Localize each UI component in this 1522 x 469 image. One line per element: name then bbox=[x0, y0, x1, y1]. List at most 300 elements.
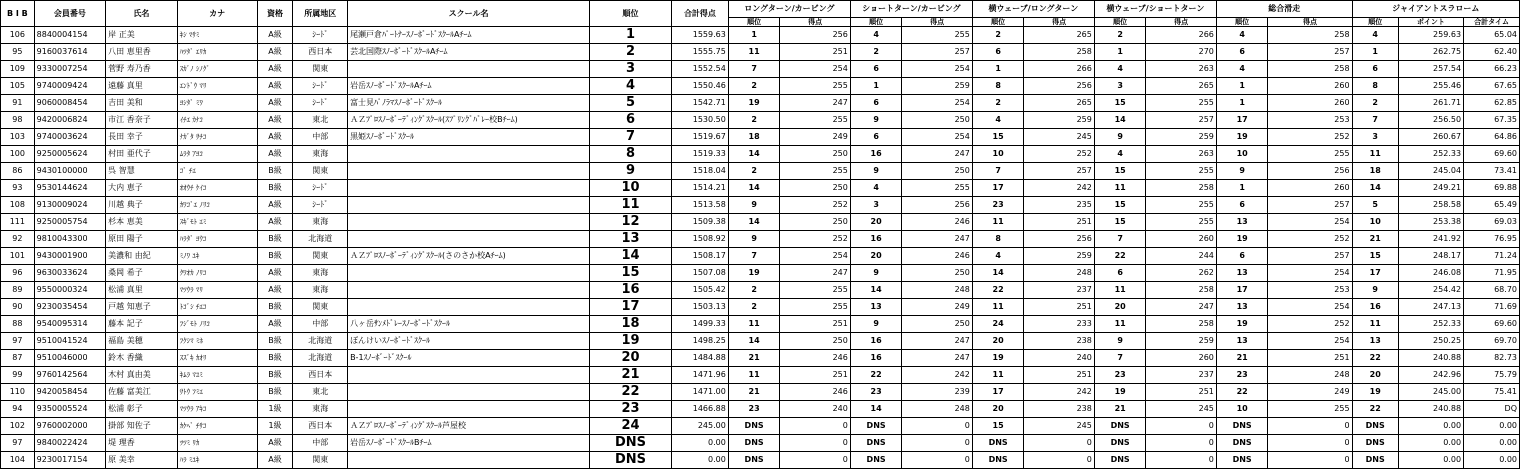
cell-sw-rank: 7 bbox=[1094, 350, 1146, 367]
cell-gs-rank: 17 bbox=[1352, 265, 1398, 282]
cell-gs-point: 257.54 bbox=[1398, 61, 1463, 78]
cell-sw-score: 262 bbox=[1146, 265, 1216, 282]
cell-member-number: 9420058454 bbox=[34, 384, 106, 401]
cell-st-score: 259 bbox=[902, 78, 972, 95]
cell-kana: ﾑﾗﾀ ｱﾖｺ bbox=[177, 146, 257, 163]
cell-qualification: 1級 bbox=[257, 418, 293, 435]
cell-lt-rank: 2 bbox=[728, 112, 780, 129]
cell-rank: 11 bbox=[590, 197, 672, 214]
cell-school: B-1ｽﾉｰﾎﾞｰﾄﾞｽｸｰﾙ bbox=[348, 350, 590, 367]
cell-bib: 109 bbox=[1, 61, 35, 78]
cell-sw-rank: 11 bbox=[1094, 282, 1146, 299]
cell-st-score: 242 bbox=[902, 367, 972, 384]
cell-sw-score: 259 bbox=[1146, 333, 1216, 350]
cell-sw-score: 266 bbox=[1146, 27, 1216, 44]
cell-gs-time: 0.00 bbox=[1464, 452, 1520, 469]
cell-name: 原 美幸 bbox=[106, 452, 178, 469]
cell-st-rank: 14 bbox=[850, 401, 902, 418]
cell-lt-score: 249 bbox=[780, 129, 850, 146]
cell-st-score: 248 bbox=[902, 282, 972, 299]
cell-total-score: 1519.33 bbox=[672, 146, 729, 163]
cell-gs-rank: 1 bbox=[1352, 44, 1398, 61]
cell-member-number: 9230017154 bbox=[34, 452, 106, 469]
cell-gs-point: 250.25 bbox=[1398, 333, 1463, 350]
cell-member-number: 9060008454 bbox=[34, 95, 106, 112]
cell-ov-score: 258 bbox=[1268, 61, 1352, 78]
header-region: 所属地区 bbox=[293, 1, 348, 27]
cell-gs-point: 242.96 bbox=[1398, 367, 1463, 384]
cell-ov-score: 252 bbox=[1268, 316, 1352, 333]
cell-rank: DNS bbox=[590, 435, 672, 452]
header-name: 氏名 bbox=[106, 1, 178, 27]
cell-sw-rank: DNS bbox=[1094, 418, 1146, 435]
cell-school bbox=[348, 452, 590, 469]
cell-member-number: 8840004154 bbox=[34, 27, 106, 44]
cell-st-score: 246 bbox=[902, 214, 972, 231]
cell-rank: 14 bbox=[590, 248, 672, 265]
cell-sw-score: 255 bbox=[1146, 214, 1216, 231]
cell-region: 関東 bbox=[293, 299, 348, 316]
cell-ov-rank: 13 bbox=[1216, 214, 1268, 231]
cell-lw-rank: 14 bbox=[972, 265, 1024, 282]
cell-name: 岸 正美 bbox=[106, 27, 178, 44]
table-row bbox=[1, 44, 1520, 61]
cell-kana: ｲﾁｴ ｶﾅｺ bbox=[177, 112, 257, 129]
cell-rank: 5 bbox=[590, 95, 672, 112]
cell-lw-rank: 4 bbox=[972, 248, 1024, 265]
cell-st-rank: 16 bbox=[850, 231, 902, 248]
cell-school: 岩岳ｽﾉｰﾎﾞｰﾄﾞｽｸｰﾙBﾁｰﾑ bbox=[348, 435, 590, 452]
cell-lw-score: 258 bbox=[1024, 44, 1094, 61]
cell-lt-rank: 19 bbox=[728, 95, 780, 112]
cell-qualification: A級 bbox=[257, 95, 293, 112]
cell-lt-score: 250 bbox=[780, 214, 850, 231]
cell-lt-rank: 18 bbox=[728, 129, 780, 146]
cell-st-score: 0 bbox=[902, 452, 972, 469]
table-row bbox=[1, 180, 1520, 197]
table-row bbox=[1, 384, 1520, 401]
cell-bib: 101 bbox=[1, 248, 35, 265]
cell-sw-score: 258 bbox=[1146, 180, 1216, 197]
cell-gs-time: DQ bbox=[1464, 401, 1520, 418]
cell-st-rank: DNS bbox=[850, 418, 902, 435]
cell-name: 佐藤 富美江 bbox=[106, 384, 178, 401]
cell-ov-score: 257 bbox=[1268, 197, 1352, 214]
cell-rank: 7 bbox=[590, 129, 672, 146]
cell-region: 西日本 bbox=[293, 367, 348, 384]
cell-lt-score: 252 bbox=[780, 197, 850, 214]
cell-lw-score: 233 bbox=[1024, 316, 1094, 333]
table-row bbox=[1, 452, 1520, 469]
cell-lw-score: 251 bbox=[1024, 299, 1094, 316]
cell-gs-rank: 8 bbox=[1352, 78, 1398, 95]
cell-lt-rank: 2 bbox=[728, 299, 780, 316]
cell-rank: 3 bbox=[590, 61, 672, 78]
cell-ov-rank: 1 bbox=[1216, 78, 1268, 95]
cell-member-number: 9430001900 bbox=[34, 248, 106, 265]
cell-bib: 97 bbox=[1, 435, 35, 452]
cell-gs-rank: DNS bbox=[1352, 452, 1398, 469]
cell-member-number: 9130009024 bbox=[34, 197, 106, 214]
table-body bbox=[1, 27, 1520, 469]
cell-sw-score: 247 bbox=[1146, 299, 1216, 316]
cell-ov-score: 257 bbox=[1268, 248, 1352, 265]
cell-region: 東海 bbox=[293, 214, 348, 231]
cell-qualification: A級 bbox=[257, 452, 293, 469]
cell-total-score: 1542.71 bbox=[672, 95, 729, 112]
cell-name: 戸越 知恵子 bbox=[106, 299, 178, 316]
cell-sw-score: 0 bbox=[1146, 418, 1216, 435]
cell-sw-rank: 7 bbox=[1094, 231, 1146, 248]
cell-gs-rank: 19 bbox=[1352, 384, 1398, 401]
cell-gs-time: 68.70 bbox=[1464, 282, 1520, 299]
cell-lt-score: 250 bbox=[780, 180, 850, 197]
cell-rank: 9 bbox=[590, 163, 672, 180]
cell-ov-rank: 23 bbox=[1216, 367, 1268, 384]
cell-bib: 111 bbox=[1, 214, 35, 231]
cell-name: 松浦 真里 bbox=[106, 282, 178, 299]
cell-gs-time: 75.79 bbox=[1464, 367, 1520, 384]
cell-gs-rank: 22 bbox=[1352, 401, 1398, 418]
cell-qualification: A級 bbox=[257, 112, 293, 129]
cell-sw-score: 260 bbox=[1146, 231, 1216, 248]
cell-ov-rank: 9 bbox=[1216, 163, 1268, 180]
cell-sw-score: 263 bbox=[1146, 146, 1216, 163]
cell-gs-point: 246.08 bbox=[1398, 265, 1463, 282]
cell-sw-score: 265 bbox=[1146, 78, 1216, 95]
cell-total-score: 1552.54 bbox=[672, 61, 729, 78]
cell-total-score: 1471.96 bbox=[672, 367, 729, 384]
cell-lw-score: 265 bbox=[1024, 27, 1094, 44]
cell-ov-score: 254 bbox=[1268, 214, 1352, 231]
cell-name: 原田 陽子 bbox=[106, 231, 178, 248]
cell-ov-score: 254 bbox=[1268, 299, 1352, 316]
cell-qualification: B級 bbox=[257, 299, 293, 316]
cell-lw-rank: 19 bbox=[972, 350, 1024, 367]
cell-rank: 17 bbox=[590, 299, 672, 316]
cell-gs-point: 249.21 bbox=[1398, 180, 1463, 197]
cell-lt-rank: 14 bbox=[728, 333, 780, 350]
cell-gs-time: 62.85 bbox=[1464, 95, 1520, 112]
cell-lt-score: 250 bbox=[780, 333, 850, 350]
cell-name: 長田 幸子 bbox=[106, 129, 178, 146]
cell-bib: 87 bbox=[1, 350, 35, 367]
cell-bib: 106 bbox=[1, 27, 35, 44]
cell-gs-point: 252.33 bbox=[1398, 146, 1463, 163]
cell-gs-point: 0.00 bbox=[1398, 418, 1463, 435]
cell-qualification: A級 bbox=[257, 27, 293, 44]
cell-sw-score: 0 bbox=[1146, 452, 1216, 469]
cell-region: ｼｰﾄﾞ bbox=[293, 95, 348, 112]
cell-gs-time: 65.04 bbox=[1464, 27, 1520, 44]
cell-st-score: 247 bbox=[902, 333, 972, 350]
cell-member-number: 9840022424 bbox=[34, 435, 106, 452]
cell-qualification: A級 bbox=[257, 282, 293, 299]
cell-lw-rank: 20 bbox=[972, 333, 1024, 350]
cell-bib: 88 bbox=[1, 316, 35, 333]
cell-bib: 104 bbox=[1, 452, 35, 469]
cell-gs-point: 259.63 bbox=[1398, 27, 1463, 44]
cell-sw-rank: 3 bbox=[1094, 78, 1146, 95]
cell-gs-point: 261.71 bbox=[1398, 95, 1463, 112]
cell-lw-rank: 6 bbox=[972, 44, 1024, 61]
cell-qualification: B級 bbox=[257, 231, 293, 248]
cell-gs-rank: 11 bbox=[1352, 316, 1398, 333]
header-rank: 順位 bbox=[590, 1, 672, 27]
cell-rank: 6 bbox=[590, 112, 672, 129]
cell-gs-rank: 11 bbox=[1352, 146, 1398, 163]
cell-bib: 99 bbox=[1, 367, 35, 384]
cell-kana: ｷｼ ﾏｻﾐ bbox=[177, 27, 257, 44]
cell-total-score: 1518.04 bbox=[672, 163, 729, 180]
cell-st-score: 250 bbox=[902, 316, 972, 333]
cell-bib: 110 bbox=[1, 384, 35, 401]
cell-bib: 98 bbox=[1, 112, 35, 129]
cell-gs-rank: 7 bbox=[1352, 112, 1398, 129]
cell-lt-rank: 14 bbox=[728, 146, 780, 163]
cell-kana: ｽｽﾞｷ ｶｵﾘ bbox=[177, 350, 257, 367]
cell-qualification: A級 bbox=[257, 44, 293, 61]
cell-sw-rank: 11 bbox=[1094, 316, 1146, 333]
cell-rank: DNS bbox=[590, 452, 672, 469]
cell-total-score: 1498.25 bbox=[672, 333, 729, 350]
cell-lw-rank: 11 bbox=[972, 367, 1024, 384]
cell-name: 市江 香奈子 bbox=[106, 112, 178, 129]
cell-school bbox=[348, 384, 590, 401]
cell-ov-score: 260 bbox=[1268, 180, 1352, 197]
cell-ov-score: 252 bbox=[1268, 129, 1352, 146]
cell-sw-score: 255 bbox=[1146, 163, 1216, 180]
cell-name: 呉 智慧 bbox=[106, 163, 178, 180]
cell-name: 藤本 記子 bbox=[106, 316, 178, 333]
cell-gs-time: 66.23 bbox=[1464, 61, 1520, 78]
cell-ov-rank: 10 bbox=[1216, 146, 1268, 163]
cell-ov-rank: 19 bbox=[1216, 316, 1268, 333]
cell-qualification: B級 bbox=[257, 333, 293, 350]
cell-kana: ﾂﾂﾐ ﾘｶ bbox=[177, 435, 257, 452]
cell-gs-point: 241.92 bbox=[1398, 231, 1463, 248]
cell-ov-rank: 4 bbox=[1216, 61, 1268, 78]
sub-rank: 順位 bbox=[1094, 18, 1146, 27]
cell-ov-rank: 1 bbox=[1216, 180, 1268, 197]
cell-ov-score: 251 bbox=[1268, 350, 1352, 367]
cell-total-score: 1509.38 bbox=[672, 214, 729, 231]
cell-lw-score: 265 bbox=[1024, 95, 1094, 112]
cell-kana: ﾌｸｼﾏ ﾐﾎ bbox=[177, 333, 257, 350]
cell-kana: ﾏﾂｳﾗ ﾏﾘ bbox=[177, 282, 257, 299]
cell-total-score: 1550.46 bbox=[672, 78, 729, 95]
cell-member-number: 9250005624 bbox=[34, 146, 106, 163]
cell-member-number: 9250005754 bbox=[34, 214, 106, 231]
table-row bbox=[1, 418, 1520, 435]
sub-rank: 順位 bbox=[728, 18, 780, 27]
cell-lt-score: 251 bbox=[780, 316, 850, 333]
cell-lt-score: 255 bbox=[780, 282, 850, 299]
cell-name: 八田 恵里香 bbox=[106, 44, 178, 61]
cell-qualification: A級 bbox=[257, 146, 293, 163]
cell-ov-rank: 22 bbox=[1216, 384, 1268, 401]
cell-kana: ｴﾝﾄﾞｳ ﾏﾘ bbox=[177, 78, 257, 95]
cell-total-score: 1503.13 bbox=[672, 299, 729, 316]
cell-region: 東海 bbox=[293, 401, 348, 418]
cell-school bbox=[348, 282, 590, 299]
cell-lw-rank: DNS bbox=[972, 435, 1024, 452]
cell-lt-rank: 1 bbox=[728, 27, 780, 44]
cell-st-rank: 14 bbox=[850, 282, 902, 299]
cell-lw-rank: 22 bbox=[972, 282, 1024, 299]
cell-region: 北海道 bbox=[293, 231, 348, 248]
cell-school bbox=[348, 231, 590, 248]
cell-st-score: 0 bbox=[902, 418, 972, 435]
cell-school: ＡＺﾌﾟﾛｽﾉｰﾎﾞｰﾃﾞｨﾝｸﾞｽｸｰﾙ(さのさか校Aﾁｰﾑ) bbox=[348, 248, 590, 265]
cell-ov-rank: 21 bbox=[1216, 350, 1268, 367]
cell-gs-rank: 15 bbox=[1352, 248, 1398, 265]
cell-gs-rank: 22 bbox=[1352, 350, 1398, 367]
sub-score: 得点 bbox=[1024, 18, 1094, 27]
sub-gs-time: 合計タイム bbox=[1464, 18, 1520, 27]
cell-member-number: 9160037614 bbox=[34, 44, 106, 61]
cell-st-score: 247 bbox=[902, 146, 972, 163]
cell-lw-rank: 2 bbox=[972, 27, 1024, 44]
cell-gs-rank: 3 bbox=[1352, 129, 1398, 146]
cell-gs-time: 73.41 bbox=[1464, 163, 1520, 180]
cell-ov-score: 253 bbox=[1268, 282, 1352, 299]
cell-st-rank: 3 bbox=[850, 197, 902, 214]
cell-lw-score: 259 bbox=[1024, 248, 1094, 265]
cell-school bbox=[348, 146, 590, 163]
cell-region: 東海 bbox=[293, 146, 348, 163]
cell-gs-point: 258.58 bbox=[1398, 197, 1463, 214]
cell-ov-rank: 17 bbox=[1216, 112, 1268, 129]
cell-region: 西日本 bbox=[293, 418, 348, 435]
cell-kana: ﾊﾗﾀﾞ ﾖｳｺ bbox=[177, 231, 257, 248]
cell-region: ｼｰﾄﾞ bbox=[293, 180, 348, 197]
cell-lw-score: 248 bbox=[1024, 265, 1094, 282]
sub-rank: 順位 bbox=[850, 18, 902, 27]
cell-sw-score: 257 bbox=[1146, 112, 1216, 129]
cell-st-score: 248 bbox=[902, 401, 972, 418]
cell-lt-score: 255 bbox=[780, 112, 850, 129]
cell-sw-rank: 23 bbox=[1094, 367, 1146, 384]
cell-lw-rank: 1 bbox=[972, 61, 1024, 78]
cell-member-number: 9540095314 bbox=[34, 316, 106, 333]
table-row bbox=[1, 401, 1520, 418]
cell-rank: 23 bbox=[590, 401, 672, 418]
cell-qualification: B級 bbox=[257, 367, 293, 384]
cell-bib: 96 bbox=[1, 265, 35, 282]
cell-lt-score: 246 bbox=[780, 350, 850, 367]
cell-ov-score: 260 bbox=[1268, 95, 1352, 112]
cell-lw-score: 0 bbox=[1024, 435, 1094, 452]
cell-lt-rank: 2 bbox=[728, 282, 780, 299]
cell-lt-score: 254 bbox=[780, 248, 850, 265]
header-school: スクール名 bbox=[348, 1, 590, 27]
cell-gs-rank: 16 bbox=[1352, 299, 1398, 316]
cell-lw-score: 257 bbox=[1024, 163, 1094, 180]
cell-total-score: 1513.58 bbox=[672, 197, 729, 214]
sub-score: 得点 bbox=[1268, 18, 1352, 27]
table-row bbox=[1, 95, 1520, 112]
cell-region: 中部 bbox=[293, 316, 348, 333]
cell-ov-rank: DNS bbox=[1216, 418, 1268, 435]
cell-st-score: 247 bbox=[902, 231, 972, 248]
cell-region: 関東 bbox=[293, 163, 348, 180]
cell-sw-score: 263 bbox=[1146, 61, 1216, 78]
cell-qualification: A級 bbox=[257, 61, 293, 78]
cell-qualification: B級 bbox=[257, 350, 293, 367]
cell-st-score: 255 bbox=[902, 180, 972, 197]
cell-ov-rank: DNS bbox=[1216, 452, 1268, 469]
header-bib: B I B bbox=[1, 1, 35, 27]
cell-ov-rank: 6 bbox=[1216, 44, 1268, 61]
cell-gs-time: 71.24 bbox=[1464, 248, 1520, 265]
cell-st-rank: 23 bbox=[850, 384, 902, 401]
cell-region: 北海道 bbox=[293, 333, 348, 350]
table-row bbox=[1, 316, 1520, 333]
cell-sw-rank: 20 bbox=[1094, 299, 1146, 316]
cell-kana: ﾏﾂｳﾗ ｱｷｺ bbox=[177, 401, 257, 418]
cell-st-score: 250 bbox=[902, 163, 972, 180]
cell-gs-point: 240.88 bbox=[1398, 350, 1463, 367]
cell-name: 村田 亜代子 bbox=[106, 146, 178, 163]
cell-lt-score: 255 bbox=[780, 299, 850, 316]
cell-gs-time: 71.95 bbox=[1464, 265, 1520, 282]
cell-rank: 20 bbox=[590, 350, 672, 367]
cell-lt-rank: 2 bbox=[728, 163, 780, 180]
cell-lt-rank: DNS bbox=[728, 452, 780, 469]
cell-school bbox=[348, 180, 590, 197]
cell-qualification: A級 bbox=[257, 265, 293, 282]
table-row bbox=[1, 112, 1520, 129]
cell-member-number: 9230035454 bbox=[34, 299, 106, 316]
cell-name: 堤 理香 bbox=[106, 435, 178, 452]
cell-st-rank: 6 bbox=[850, 61, 902, 78]
cell-lw-score: 245 bbox=[1024, 129, 1094, 146]
cell-lt-score: 246 bbox=[780, 384, 850, 401]
cell-kana: ﾊﾂﾀﾞ ｴﾘｶ bbox=[177, 44, 257, 61]
cell-st-score: 0 bbox=[902, 435, 972, 452]
cell-total-score: 1519.67 bbox=[672, 129, 729, 146]
cell-lw-score: 251 bbox=[1024, 214, 1094, 231]
cell-name: 松浦 彰子 bbox=[106, 401, 178, 418]
cell-st-rank: 9 bbox=[850, 316, 902, 333]
cell-sw-score: 260 bbox=[1146, 350, 1216, 367]
cell-lt-rank: 11 bbox=[728, 44, 780, 61]
cell-st-rank: 9 bbox=[850, 112, 902, 129]
cell-total-score: 0.00 bbox=[672, 435, 729, 452]
cell-sw-score: 258 bbox=[1146, 316, 1216, 333]
cell-total-score: 1499.33 bbox=[672, 316, 729, 333]
cell-st-rank: 4 bbox=[850, 27, 902, 44]
sub-score: 得点 bbox=[902, 18, 972, 27]
cell-gs-point: 247.13 bbox=[1398, 299, 1463, 316]
cell-sw-rank: 9 bbox=[1094, 333, 1146, 350]
cell-lw-score: 242 bbox=[1024, 384, 1094, 401]
cell-gs-time: 67.35 bbox=[1464, 112, 1520, 129]
cell-gs-point: 0.00 bbox=[1398, 435, 1463, 452]
cell-total-score: 0.00 bbox=[672, 452, 729, 469]
cell-st-score: 239 bbox=[902, 384, 972, 401]
header-group-5: 総合滑走 bbox=[1216, 1, 1352, 18]
cell-total-score: 1530.50 bbox=[672, 112, 729, 129]
cell-st-score: 257 bbox=[902, 44, 972, 61]
cell-gs-point: 254.42 bbox=[1398, 282, 1463, 299]
cell-gs-point: 253.38 bbox=[1398, 214, 1463, 231]
cell-lt-rank: 14 bbox=[728, 180, 780, 197]
cell-sw-score: 251 bbox=[1146, 384, 1216, 401]
cell-ov-score: 257 bbox=[1268, 44, 1352, 61]
cell-total-score: 1514.21 bbox=[672, 180, 729, 197]
